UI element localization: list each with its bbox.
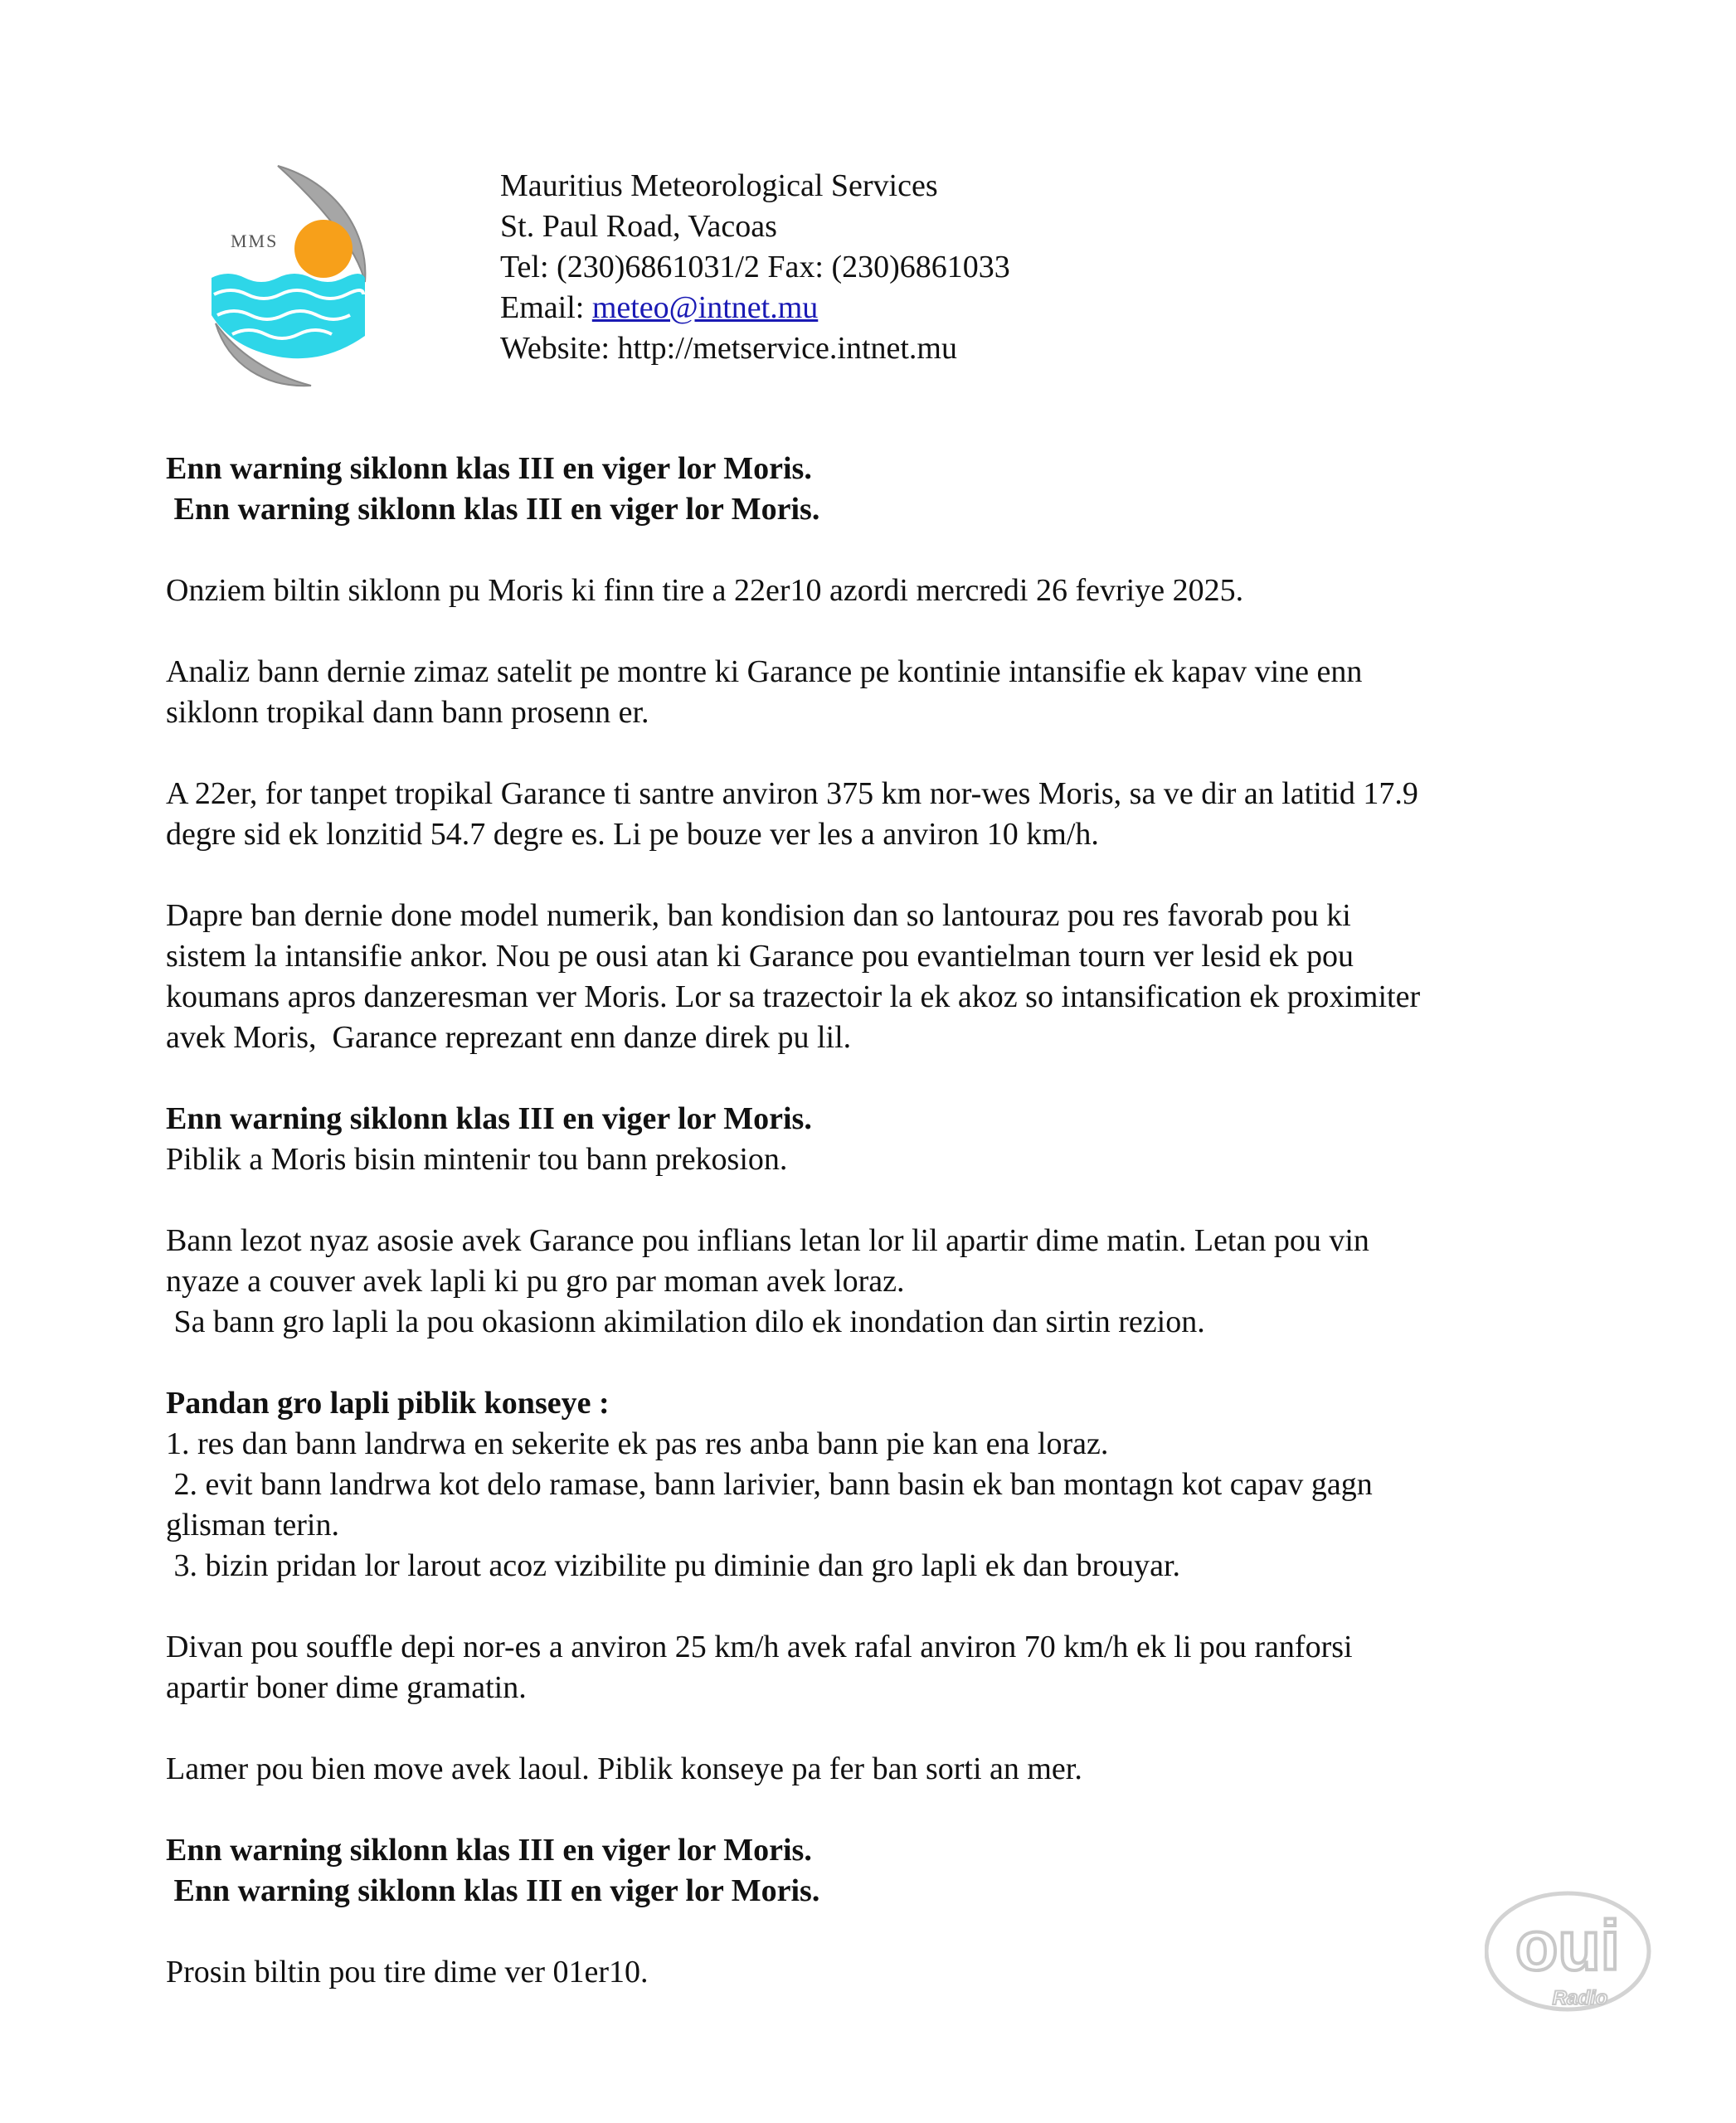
warning-heading: Enn warning siklonn klas III en viger lor Moris.	[166, 1873, 820, 1908]
models-line: Dapre ban dernie done model numerik, ban kondision dan so lantouraz pou res favorab pou ki	[166, 898, 1351, 933]
advice-heading: Pandan gro lapli piblik konseye :	[166, 1386, 610, 1421]
oui-radio-watermark	[1485, 1887, 1655, 2019]
intro-paragraph: Onziem biltin siklonn pu Moris ki finn tire a 22er10 azordi mercredi 26 fevriye 2025.	[166, 573, 1244, 608]
watermark-word: oui	[1515, 1907, 1620, 1985]
org-name: Mauritius Meteorological Services	[500, 168, 938, 203]
analysis-line: Analiz bann dernie zimaz satelit pe montre ki Garance pe kontinie intansifie ek kapav vine enn	[166, 654, 1363, 689]
models-line: koumans apros danzeresman ver Moris. Lor sa trazectoir la ek akoz so intansification ek proximiter	[166, 979, 1421, 1014]
phone-fax: Tel: (230)6861031/2 Fax: (230)6861033	[500, 250, 1010, 284]
logo-sun	[294, 220, 353, 278]
rain-line: Sa bann gro lapli la pou okasionn akimilation dilo ek inondation dan sirtin rezion.	[166, 1304, 1205, 1339]
email-label: Email:	[500, 290, 592, 325]
advice-item: 2. evit bann landrwa kot delo ramase, bann larivier, bann basin ek ban montagn kot capav gagn	[166, 1467, 1373, 1502]
wind-line: apartir boner dime gramatin.	[166, 1670, 527, 1705]
position-line: degre sid ek lonzitid 54.7 degre es. Li pe bouze ver les a anviron 10 km/h.	[166, 817, 1099, 852]
warning-heading: Enn warning siklonn klas III en viger lor Moris.	[166, 1101, 812, 1136]
warning-heading: Enn warning siklonn klas III en viger lor Moris.	[166, 1833, 812, 1868]
website: Website: http://metservice.intnet.mu	[500, 331, 957, 366]
mms-logo	[199, 158, 382, 398]
logo-text: MMS	[231, 231, 279, 251]
next-bulletin: Prosin biltin pou tire dime ver 01er10.	[166, 1955, 649, 1989]
letterhead	[500, 166, 1010, 369]
sea-paragraph: Lamer pou bien move avek laoul. Piblik konseye pa fer ban sorti an mer.	[166, 1751, 1082, 1786]
wind-line: Divan pou souffle depi nor-es a anviron 25 km/h avek rafal anviron 70 km/h ek li pou ranforsi	[166, 1630, 1353, 1664]
email-link[interactable]: meteo@intnet.mu	[591, 290, 819, 325]
watermark-sub: Radio	[1552, 1987, 1608, 2009]
models-line: sistem la intansifie ankor. Nou pe ousi atan ki Garance pou evantielman tourn ver lesid ek pou	[166, 939, 1354, 974]
public-warning: Piblik a Moris bisin mintenir tou bann prekosion.	[166, 1142, 788, 1177]
advice-item: 3. bizin pridan lor larout acoz vizibilite pu diminie dan gro lapli ek dan brouyar.	[166, 1548, 1181, 1583]
address: St. Paul Road, Vacoas	[500, 209, 777, 244]
email-line	[500, 288, 1010, 328]
models-line: avek Moris, Garance reprezant enn danze direk pu lil.	[166, 1020, 852, 1055]
bulletin-body	[166, 449, 1576, 1993]
warning-heading: Enn warning siklonn klas III en viger lor Moris.	[166, 451, 812, 486]
position-line: A 22er, for tanpet tropikal Garance ti santre anviron 375 km nor-wes Moris, sa ve dir an latitid 17.9	[166, 776, 1418, 811]
warning-heading: Enn warning siklonn klas III en viger lor Moris.	[166, 492, 820, 527]
advice-item: glisman terin.	[166, 1508, 339, 1542]
advice-item: 1. res dan bann landrwa en sekerite ek pas res anba bann pie kan ena loraz.	[166, 1426, 1109, 1461]
rain-line: Bann lezot nyaz asosie avek Garance pou inflians letan lor lil apartir dime matin. Letan pou vin	[166, 1223, 1369, 1258]
analysis-line: siklonn tropikal dann bann prosenn er.	[166, 695, 649, 730]
rain-line: nyaze a couver avek lapli ki pu gro par moman avek loraz.	[166, 1264, 905, 1299]
